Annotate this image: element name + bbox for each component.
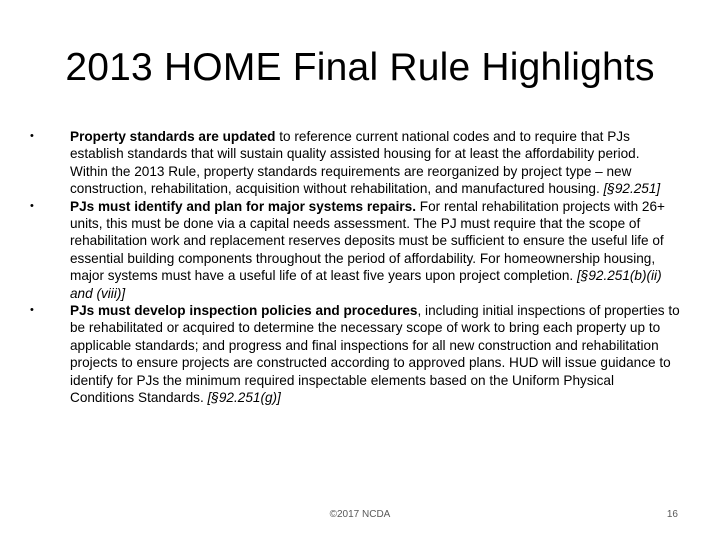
bullet-item-inspection-policies bbox=[30, 302, 680, 406]
bullet-list bbox=[30, 128, 680, 407]
bullet-icon: • bbox=[30, 199, 34, 212]
bullet-icon: • bbox=[30, 304, 34, 317]
bullet-icon: • bbox=[30, 130, 34, 142]
bullet-lead: PJs must develop inspection policies and procedures bbox=[70, 303, 418, 319]
bullet-lead: Property standards are updated bbox=[70, 129, 276, 144]
footer-copyright: ©2017 NCDA bbox=[329, 509, 391, 520]
page-number: 16 bbox=[666, 509, 678, 520]
bullet-text: For rental rehabilitation projects with 26+ units, this must be done via a capital needs assessment. The PJ must require that the scope of rehabilitation work and replacement reserves deposits must be sufficient to ensure the useful life of essential building components throughout the period of affordability. For homeownership housing, major systems must have a useful life of at least five years upon project completion. bbox=[70, 198, 665, 284]
bullet-text: , including initial inspections of properties to be rehabilitated or acquired to determine the necessary scope of work to bring each property up to applicable standards; and progress and final inspections for all new construction and rehabilitation projects to ensure projects are constructed according to approved plans. HUD will issue guidance to identify for PJs the minimum required inspectable elements based on the Uniform Physical Conditions Standards. bbox=[70, 303, 680, 406]
bullet-citation: [§92.251] bbox=[603, 181, 661, 197]
bullet-item-property-standards bbox=[30, 128, 680, 198]
bullet-lead: PJs must identify and plan for major systems repairs. bbox=[70, 198, 416, 214]
bullet-item-major-systems bbox=[30, 198, 680, 302]
bullet-citation: [§92.251(g)] bbox=[207, 390, 281, 406]
bullet-text: to reference current national codes and to require that PJs establish standards that will sustain quality assisted housing for at least the affordability period. Within the 2013 Rule, property standards requirements are reorganized by project type – new construction, rehabilitation, acquisition without rehabilitation, and manufactured housing. bbox=[70, 129, 640, 197]
slide-title: 2013 HOME Final Rule Highlights bbox=[65, 46, 655, 89]
bullet-citation: [§92.251(b)(ii) and (viii)] bbox=[70, 268, 662, 301]
